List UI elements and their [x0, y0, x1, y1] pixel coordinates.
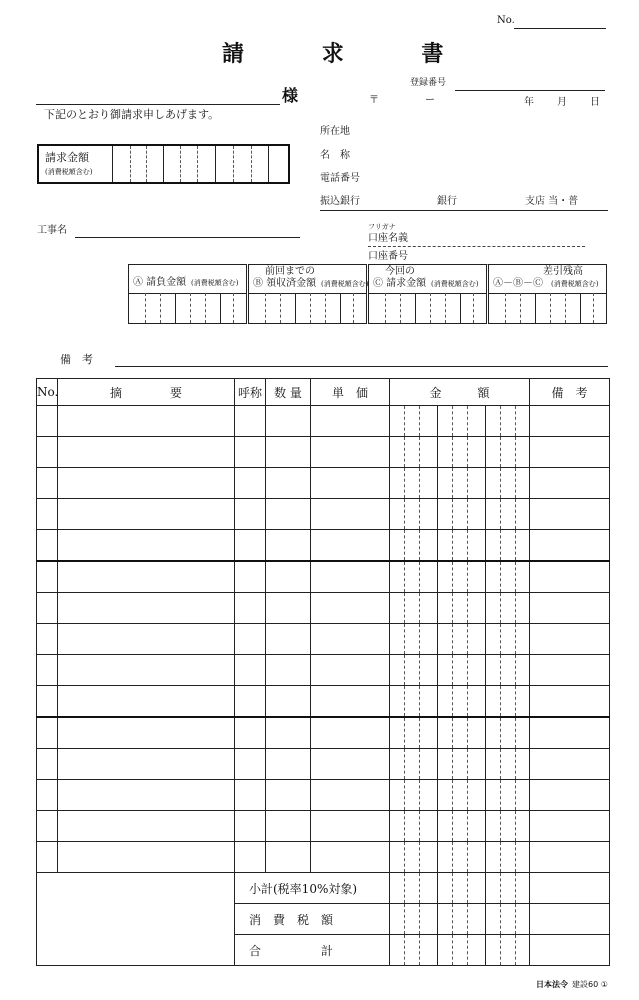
row-qty[interactable] — [266, 561, 311, 593]
row-amount[interactable] — [390, 655, 530, 686]
row-amount[interactable] — [390, 499, 530, 530]
row-unit[interactable] — [235, 593, 266, 624]
subtotal-label: 小計(税率10%対象) — [235, 873, 390, 904]
row-description[interactable] — [58, 655, 235, 686]
summary-label-a: Ⓐ 請負金額 — [133, 277, 187, 288]
row-remarks[interactable] — [530, 530, 610, 562]
footer-code: 建設60 ① — [572, 980, 608, 989]
row-price[interactable] — [311, 561, 390, 593]
row-amount[interactable] — [390, 530, 530, 562]
table-row — [37, 749, 610, 780]
row-description[interactable] — [58, 468, 235, 499]
invoice-amount-sub: (消費税額含む) — [45, 168, 93, 176]
row-qty[interactable] — [266, 686, 311, 718]
address-label: 所在地 — [320, 126, 350, 137]
row-price[interactable] — [311, 406, 390, 437]
row-unit[interactable] — [235, 686, 266, 718]
table-row — [37, 468, 610, 499]
table-row — [37, 437, 610, 468]
project-line[interactable] — [75, 237, 300, 238]
totals-blank — [37, 873, 235, 966]
row-qty[interactable] — [266, 593, 311, 624]
total-amount[interactable] — [390, 935, 530, 966]
branch-suffix: 支店 当・普 — [525, 196, 579, 207]
row-amount[interactable] — [390, 780, 530, 811]
postal-dash: ー — [425, 95, 435, 106]
invoice-amount-box[interactable] — [37, 144, 290, 184]
row-remarks[interactable] — [530, 624, 610, 655]
table-row — [37, 499, 610, 530]
title-char-3: 書 — [421, 42, 446, 67]
row-no[interactable] — [37, 437, 58, 468]
row-description[interactable] — [58, 499, 235, 530]
row-qty[interactable] — [266, 780, 311, 811]
row-no[interactable] — [37, 530, 58, 562]
table-row — [37, 717, 610, 749]
summary-line1-b: 前回までの — [265, 266, 315, 277]
account-name-line[interactable] — [368, 246, 585, 247]
row-unit[interactable] — [235, 561, 266, 593]
row-remarks[interactable] — [530, 406, 610, 437]
remarks-label: 備 考 — [60, 353, 93, 366]
tax-label: 消 費 税 額 — [235, 904, 390, 935]
row-remarks[interactable] — [530, 655, 610, 686]
col-header-unit: 呼称 — [235, 379, 266, 406]
row-unit[interactable] — [235, 749, 266, 780]
row-price[interactable] — [311, 811, 390, 842]
row-remarks[interactable] — [530, 561, 610, 593]
row-no[interactable] — [37, 499, 58, 530]
row-price[interactable] — [311, 468, 390, 499]
row-unit[interactable] — [235, 624, 266, 655]
row-remarks[interactable] — [530, 717, 610, 749]
tax-amount[interactable] — [390, 904, 530, 935]
invoice-amount-label: 請求金額 — [45, 151, 89, 164]
row-no[interactable] — [37, 686, 58, 718]
col-header-description: 摘 要 — [58, 379, 235, 406]
row-price[interactable] — [311, 655, 390, 686]
page-title — [222, 37, 445, 68]
row-description[interactable] — [58, 406, 235, 437]
summary-line1-d: 差引残高 — [543, 266, 583, 277]
table-row — [37, 593, 610, 624]
row-price[interactable] — [311, 749, 390, 780]
table-row — [37, 842, 610, 873]
row-qty[interactable] — [266, 811, 311, 842]
row-description[interactable] — [58, 530, 235, 562]
bank-suffix: 銀行 — [437, 196, 457, 207]
row-no[interactable] — [37, 842, 58, 873]
row-description[interactable] — [58, 842, 235, 873]
row-price[interactable] — [311, 499, 390, 530]
row-no[interactable] — [37, 468, 58, 499]
row-description[interactable] — [58, 780, 235, 811]
row-remarks[interactable] — [530, 437, 610, 468]
row-no[interactable] — [37, 624, 58, 655]
furigana-label: フリガナ — [368, 223, 396, 231]
col-header-no: No. — [37, 379, 58, 406]
col-header-remarks: 備 考 — [530, 379, 610, 406]
row-no[interactable] — [37, 655, 58, 686]
title-char-1: 請 — [222, 42, 247, 67]
row-remarks[interactable] — [530, 811, 610, 842]
row-unit[interactable] — [235, 437, 266, 468]
date-year: 年 — [524, 97, 534, 108]
row-no[interactable] — [37, 561, 58, 593]
date-day: 日 — [590, 97, 600, 108]
account-name-label: 口座名義 — [368, 233, 408, 244]
summary-sub-c: (消費税額含む) — [431, 280, 479, 288]
row-description[interactable] — [58, 811, 235, 842]
table-row — [37, 406, 610, 437]
row-remarks[interactable] — [530, 686, 610, 718]
row-unit[interactable] — [235, 717, 266, 749]
summary-label-b: Ⓑ 領収済金額 — [253, 278, 317, 289]
row-amount[interactable] — [390, 717, 530, 749]
number-line — [514, 28, 606, 29]
row-qty[interactable] — [266, 499, 311, 530]
row-no[interactable] — [37, 780, 58, 811]
table-row — [37, 561, 610, 593]
row-description[interactable] — [58, 624, 235, 655]
row-price[interactable] — [311, 437, 390, 468]
row-amount[interactable] — [390, 561, 530, 593]
col-header-price: 単 価 — [311, 379, 390, 406]
row-no[interactable] — [37, 717, 58, 749]
summary-box-balance[interactable] — [488, 264, 607, 324]
table-row — [37, 811, 610, 842]
summary-box-current[interactable] — [368, 264, 487, 324]
summary-line1-c: 今回の — [385, 266, 415, 277]
sama-label: 様 — [282, 86, 299, 105]
row-unit[interactable] — [235, 842, 266, 873]
bank-label: 振込銀行 — [320, 196, 360, 207]
row-price[interactable] — [311, 842, 390, 873]
row-remarks[interactable] — [530, 780, 610, 811]
row-unit[interactable] — [235, 499, 266, 530]
summary-box-contract[interactable] — [128, 264, 247, 324]
row-qty[interactable] — [266, 406, 311, 437]
summary-label-c: Ⓒ 請求金額 — [373, 278, 427, 289]
number-label: No. — [497, 15, 515, 26]
row-price[interactable] — [311, 530, 390, 562]
row-description[interactable] — [58, 717, 235, 749]
row-description[interactable] — [58, 593, 235, 624]
row-amount[interactable] — [390, 437, 530, 468]
bank-line[interactable] — [320, 210, 608, 211]
line-items-table — [36, 378, 610, 966]
row-remarks[interactable] — [530, 499, 610, 530]
row-amount[interactable] — [390, 406, 530, 437]
row-no[interactable] — [37, 593, 58, 624]
row-price[interactable] — [311, 780, 390, 811]
row-qty[interactable] — [266, 468, 311, 499]
row-no[interactable] — [37, 811, 58, 842]
registration-line — [455, 90, 605, 91]
row-unit[interactable] — [235, 530, 266, 562]
row-amount[interactable] — [390, 624, 530, 655]
title-char-2: 求 — [321, 42, 346, 67]
name-label: 名 称 — [320, 150, 350, 161]
row-qty[interactable] — [266, 655, 311, 686]
subtotal-remarks[interactable] — [530, 873, 610, 904]
summary-sub-a: (消費税額含む) — [191, 279, 239, 287]
col-header-qty: 数 量 — [266, 379, 311, 406]
row-qty[interactable] — [266, 624, 311, 655]
row-price[interactable] — [311, 624, 390, 655]
row-description[interactable] — [58, 749, 235, 780]
table-row — [37, 780, 610, 811]
row-remarks[interactable] — [530, 749, 610, 780]
table-row — [37, 624, 610, 655]
summary-box-received[interactable] — [248, 264, 367, 324]
remarks-line[interactable] — [115, 366, 608, 367]
row-price[interactable] — [311, 593, 390, 624]
row-price[interactable] — [311, 717, 390, 749]
project-label: 工事名 — [37, 225, 67, 236]
subtotal-amount[interactable] — [390, 873, 530, 904]
row-remarks[interactable] — [530, 468, 610, 499]
table-row — [37, 655, 610, 686]
row-qty[interactable] — [266, 749, 311, 780]
row-description[interactable] — [58, 561, 235, 593]
row-no[interactable] — [37, 749, 58, 780]
recipient-line[interactable] — [36, 104, 280, 105]
row-qty[interactable] — [266, 530, 311, 562]
row-unit[interactable] — [235, 655, 266, 686]
row-qty[interactable] — [266, 437, 311, 468]
row-amount[interactable] — [390, 468, 530, 499]
phone-label: 電話番号 — [320, 173, 360, 184]
summary-sub-b: (消費税額含む) — [321, 280, 369, 288]
total-remarks[interactable] — [530, 935, 610, 966]
row-unit[interactable] — [235, 811, 266, 842]
row-remarks[interactable] — [530, 842, 610, 873]
row-amount[interactable] — [390, 686, 530, 718]
row-qty[interactable] — [266, 842, 311, 873]
table-row — [37, 530, 610, 562]
row-amount[interactable] — [390, 842, 530, 873]
row-price[interactable] — [311, 686, 390, 718]
row-qty[interactable] — [266, 717, 311, 749]
row-unit[interactable] — [235, 780, 266, 811]
summary-label-d: Ⓐ－Ⓑ－Ⓒ — [493, 278, 543, 289]
row-amount[interactable] — [390, 811, 530, 842]
date-month: 月 — [557, 97, 567, 108]
row-amount[interactable] — [390, 749, 530, 780]
row-no[interactable] — [37, 406, 58, 437]
message-text: 下記のとおり御請求申しあげます。 — [44, 108, 220, 121]
row-unit[interactable] — [235, 468, 266, 499]
postal-mark: 〒 — [369, 95, 379, 106]
registration-label: 登録番号 — [410, 78, 447, 88]
row-remarks[interactable] — [530, 593, 610, 624]
footer-brand: 日本法令 — [536, 980, 568, 989]
row-amount[interactable] — [390, 593, 530, 624]
row-unit[interactable] — [235, 406, 266, 437]
account-number-label: 口座番号 — [368, 251, 408, 262]
total-label: 合 計 — [235, 935, 390, 966]
tax-remarks[interactable] — [530, 904, 610, 935]
table-row — [37, 686, 610, 718]
row-description[interactable] — [58, 437, 235, 468]
summary-sub-d: (消費税額含む) — [551, 280, 599, 288]
col-header-amount: 金 額 — [390, 379, 530, 406]
row-description[interactable] — [58, 686, 235, 718]
